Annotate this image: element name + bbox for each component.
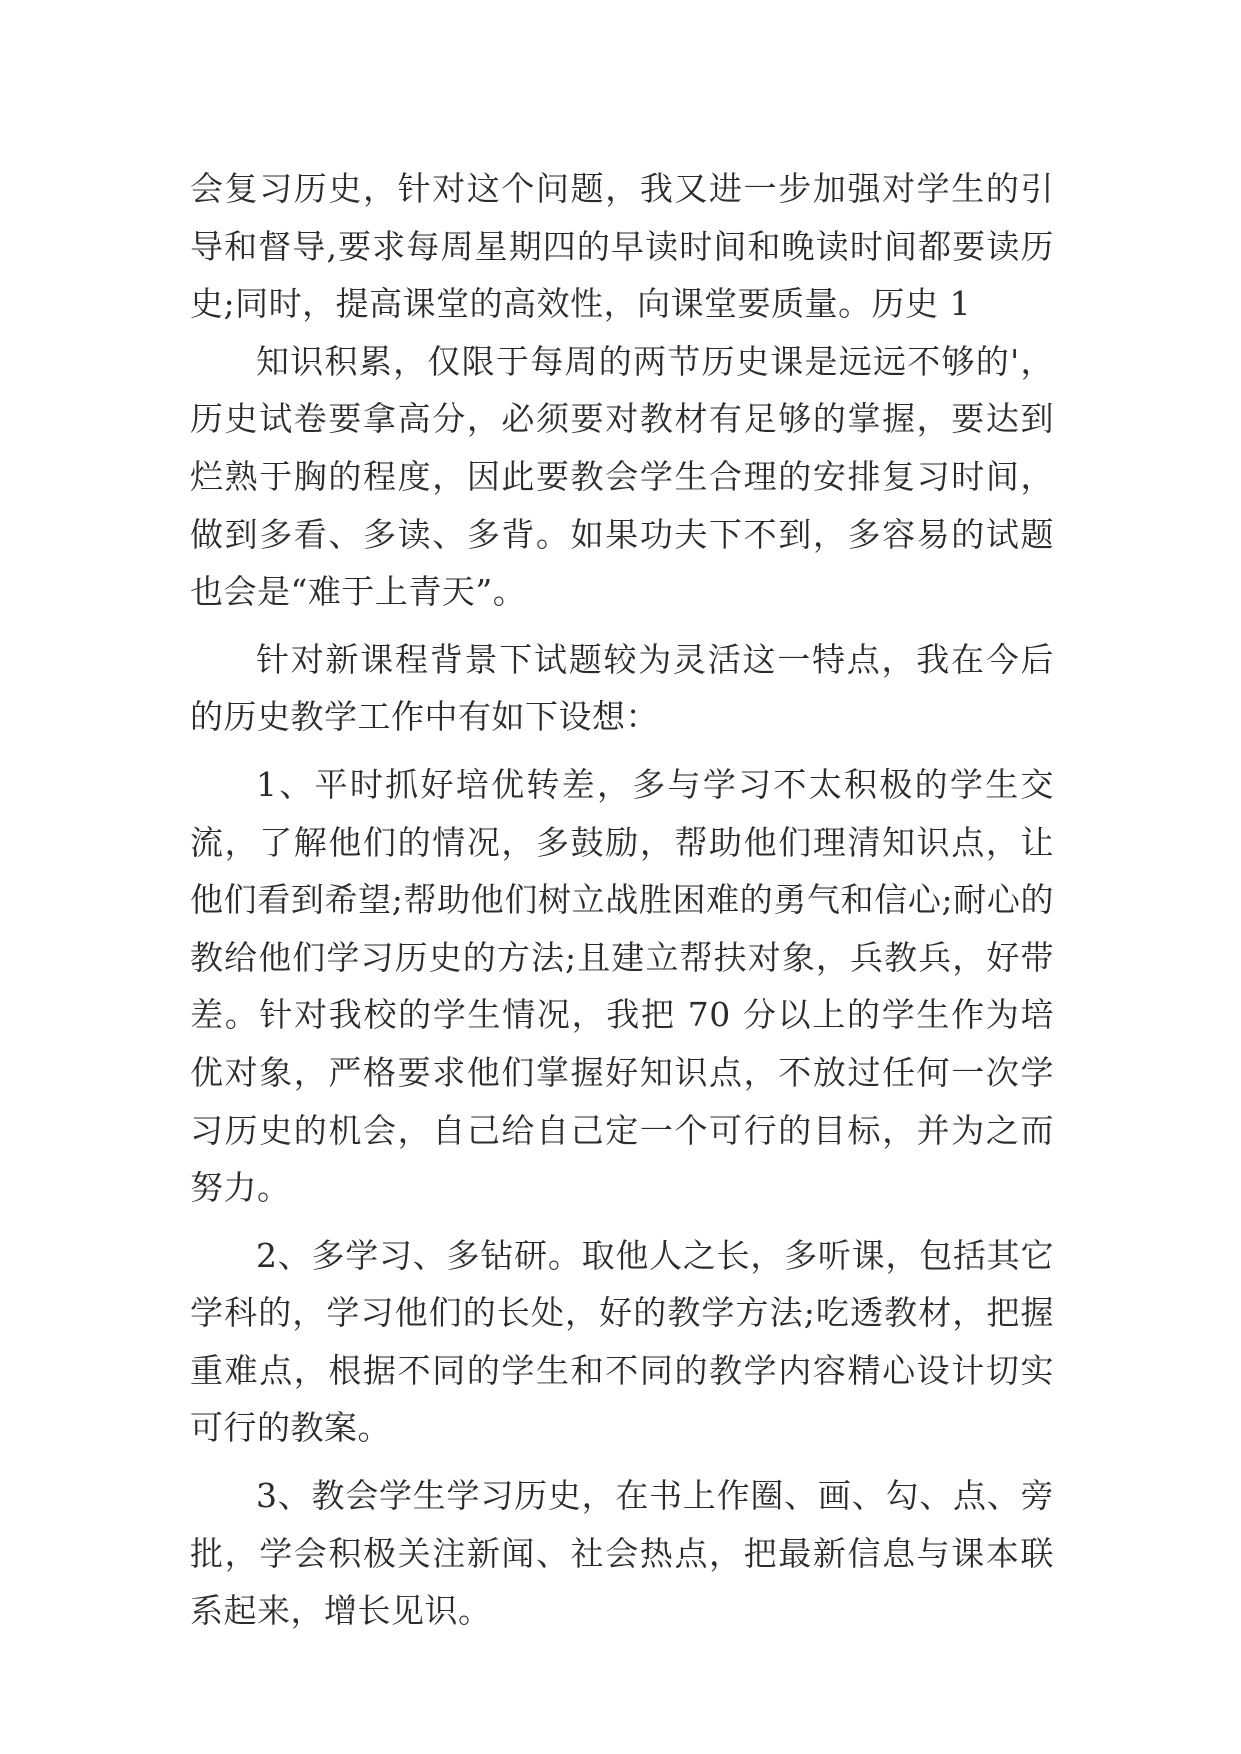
paragraph-plan-intro: 针对新课程背景下试题较为灵活这一特点，我在今后的历史教学工作中有如下设想： xyxy=(190,639,1054,737)
paragraph-continuation: 会复习历史，针对这个问题，我又进一步加强对学生的引导和督导,要求每周星期四的早读时间和晚读时间都要读历史;同时，提高课堂的高效性，向课堂要质量。历史 1 xyxy=(190,169,1054,324)
document-body xyxy=(190,160,1054,1640)
paragraph-item-3: 3、教会学生学习历史，在书上作圈、画、勾、点、旁批，学会积极关注新闻、社会热点，把最新信息与课本联系起来，增长见识。 xyxy=(190,1476,1054,1631)
paragraph-knowledge-accumulation: 知识积累，仅限于每周的两节历史课是远远不够的'，历史试卷要拿高分，必须要对教材有足够的掌握，要达到烂熟于胸的程度，因此要教会学生合理的安排复习时间，做到多看、多读、多背。如果功夫下不到，多容易的试题也会是“难于上青天”。 xyxy=(190,341,1054,612)
paragraph-item-1: 1、平时抓好培优转差，多与学习不太积极的学生交流，了解他们的情况，多鼓励，帮助他们理清知识点，让他们看到希望;帮助他们树立战胜困难的勇气和信心;耐心的教给他们学习历史的方法;且建立帮扶对象，兵教兵，好带差。针对我校的学生情况，我把 70 分以上的学生作为培优对象，严格要求他们掌握好知识点，不放过任何一次学习历史的机会，自己给自己定一个可行的目标，并为之而努力。 xyxy=(190,764,1054,1208)
paragraph-item-2: 2、多学习、多钻研。取他人之长，多听课，包括其它学科的，学习他们的长处，好的教学方法;吃透教材，把握重难点，根据不同的学生和不同的教学内容精心设计切实可行的教案。 xyxy=(190,1235,1054,1448)
